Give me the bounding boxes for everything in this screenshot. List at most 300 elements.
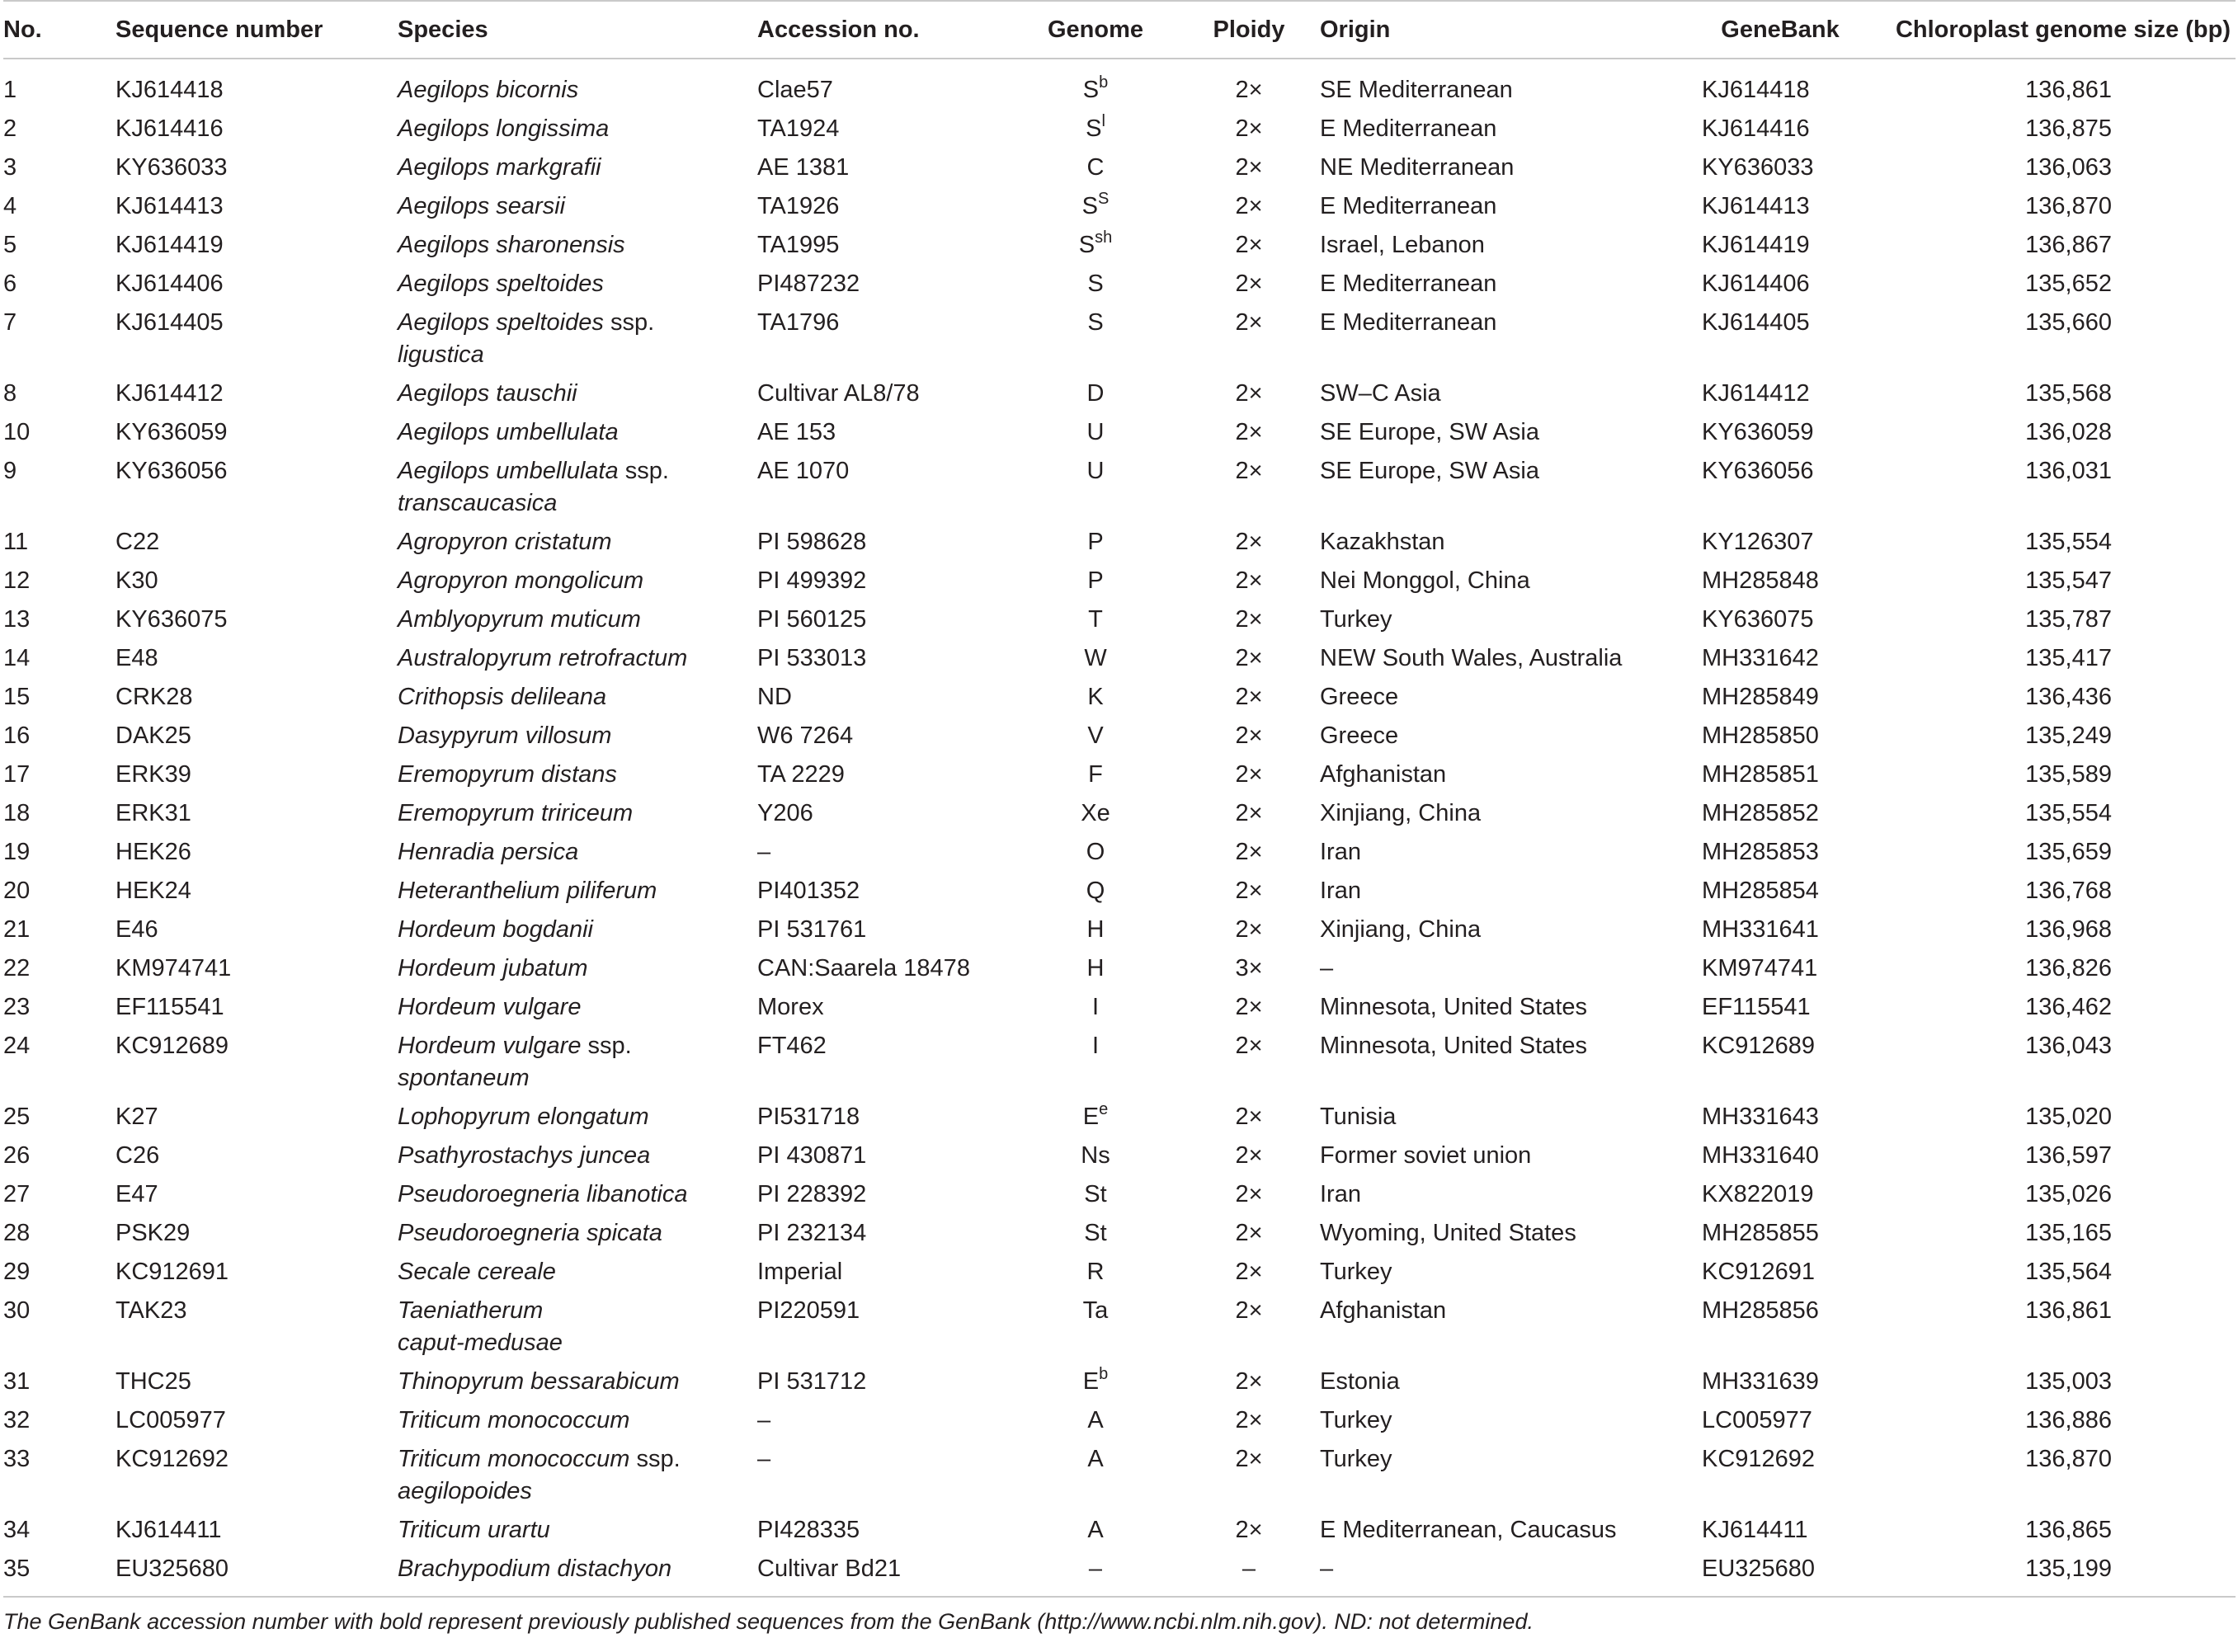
genome-superscript: l — [1101, 112, 1105, 130]
table-row — [3, 875, 2236, 914]
genome-superscript: b — [1099, 1365, 1109, 1383]
table-row — [3, 1443, 2236, 1514]
cell-species — [398, 1295, 757, 1366]
cell-chloroplast-genome-size: 135,417 — [2025, 645, 2112, 671]
cell-accession-no: Cultivar Bd21 — [757, 1553, 1013, 1597]
cell-genome — [1013, 417, 1178, 455]
cell-ploidy: 2× — [1235, 839, 1263, 865]
cell-sequence-number: KJ614418 — [115, 77, 224, 103]
cell-chloroplast-genome-size: 135,554 — [2025, 800, 2112, 826]
cell-genome — [1013, 526, 1178, 565]
cell-sequence-number: KC912692 — [115, 1446, 229, 1472]
cell-accession-no: AE 1381 — [757, 154, 850, 181]
cell-sequence-number: PSK29 — [115, 1220, 191, 1246]
cell-no: 34 — [3, 1517, 31, 1543]
cell-species — [398, 1217, 757, 1256]
cell-sequence-number: LC005977 — [115, 1407, 226, 1433]
header-genebank: GeneBank — [1695, 1, 1865, 59]
cell-origin: Turkey — [1320, 1407, 1392, 1433]
species-name: Triticum monococcum — [398, 1407, 630, 1433]
species-name: Aegilops searsii — [398, 193, 566, 219]
cell-chloroplast-genome-size: 135,652 — [2025, 271, 2112, 297]
header-no: No. — [3, 1, 115, 59]
table-footnote: The GenBank accession number with bold represent previously published sequences from the GenBank (http://www.ncbi.nlm.nih.gov). ND: not determined. — [3, 1609, 1534, 1634]
cell-genebank: MH285850 — [1702, 722, 1819, 749]
species-name-continued: spontaneum — [398, 1065, 530, 1091]
cell-genebank: MH285852 — [1702, 800, 1819, 826]
table-row — [3, 1514, 2236, 1553]
cell-ploidy: 2× — [1235, 606, 1263, 633]
cell-ploidy: 2× — [1235, 1259, 1263, 1285]
cell-genome — [1013, 953, 1178, 991]
cell-species — [398, 1514, 757, 1553]
cell-no: 21 — [3, 916, 31, 943]
cell-no: 4 — [3, 193, 17, 219]
cell-accession-no: Cultivar AL8/78 — [757, 380, 920, 407]
cell-origin: Israel, Lebanon — [1320, 232, 1485, 258]
species-name: Hordeum vulgare — [398, 994, 582, 1020]
species-name: Hordeum vulgare — [398, 1033, 582, 1059]
genome-symbol: Q — [1086, 878, 1105, 904]
table-row — [3, 152, 2236, 191]
genome-superscript: b — [1099, 73, 1109, 92]
cell-no: 10 — [3, 419, 31, 445]
cell-species — [398, 953, 757, 991]
species-name: Eremopyrum tririceum — [398, 800, 634, 826]
species-name: Triticum urartu — [398, 1517, 550, 1543]
cell-origin: E Mediterranean — [1320, 193, 1497, 219]
genome-symbol: H — [1086, 955, 1105, 981]
cell-species — [398, 642, 757, 681]
species-name: Hordeum bogdanii — [398, 916, 593, 943]
cell-genome — [1013, 1366, 1178, 1405]
header-accession-no: Accession no. — [757, 1, 1013, 59]
cell-genebank: EF115541 — [1702, 994, 1811, 1020]
cell-species — [398, 74, 757, 113]
cell-species — [398, 1030, 757, 1101]
cell-ploidy: 2× — [1235, 1407, 1263, 1433]
genome-symbol: S — [1087, 309, 1104, 336]
genome-symbol: W — [1084, 645, 1107, 671]
subspecies-abbrev: ssp. — [610, 309, 655, 336]
cell-origin: Greece — [1320, 684, 1399, 710]
cell-chloroplast-genome-size: 135,589 — [2025, 761, 2112, 788]
cell-origin: Afghanistan — [1320, 1297, 1447, 1324]
cell-origin: Iran — [1320, 839, 1361, 865]
cell-accession-no: Imperial — [757, 1259, 843, 1285]
cell-genebank: KC912692 — [1702, 1446, 1816, 1472]
cell-sequence-number: KY636033 — [115, 154, 228, 181]
cell-origin: E Mediterranean — [1320, 309, 1497, 336]
cell-accession-no: PI487232 — [757, 271, 860, 297]
cell-sequence-number: TAK23 — [115, 1297, 187, 1324]
cell-no: 18 — [3, 800, 31, 826]
table-row — [3, 74, 2236, 113]
genome-symbol: – — [1088, 1556, 1103, 1582]
cell-accession-no: PI 430871 — [757, 1142, 867, 1169]
cell-chloroplast-genome-size: 135,659 — [2025, 839, 2112, 865]
cell-sequence-number: CRK28 — [115, 684, 193, 710]
table-row — [3, 113, 2236, 152]
genome-symbol: S — [1086, 115, 1102, 142]
cell-ploidy: 2× — [1235, 916, 1263, 943]
cell-species — [398, 1101, 757, 1140]
table-row — [3, 991, 2236, 1030]
cell-accession-no: AE 153 — [757, 419, 836, 445]
cell-species — [398, 152, 757, 191]
cell-species — [398, 914, 757, 953]
cell-ploidy: 2× — [1235, 1220, 1263, 1246]
cell-sequence-number: KJ614405 — [115, 309, 224, 336]
cell-genebank: KJ614418 — [1702, 77, 1810, 103]
cell-chloroplast-genome-size: 136,597 — [2025, 1142, 2112, 1169]
cell-ploidy: 2× — [1235, 645, 1263, 671]
cell-species — [398, 1405, 757, 1443]
cell-species — [398, 455, 757, 526]
genome-symbol: C — [1086, 154, 1105, 181]
cell-ploidy: 2× — [1235, 1104, 1263, 1130]
cell-species — [398, 526, 757, 565]
cell-chloroplast-genome-size: 136,875 — [2025, 115, 2112, 142]
cell-chloroplast-genome-size: 136,870 — [2025, 1446, 2112, 1472]
cell-no: 12 — [3, 567, 31, 594]
cell-accession-no: – — [757, 1407, 771, 1433]
species-name: Aegilops bicornis — [398, 77, 579, 103]
table-row — [3, 798, 2236, 836]
cell-chloroplast-genome-size: 135,564 — [2025, 1259, 2112, 1285]
cell-ploidy: 2× — [1235, 154, 1263, 181]
cell-species — [398, 836, 757, 875]
cell-sequence-number: KJ614416 — [115, 115, 224, 142]
cell-accession-no: PI 598628 — [757, 529, 867, 555]
cell-ploidy: 2× — [1235, 994, 1263, 1020]
cell-no: 28 — [3, 1220, 31, 1246]
cell-sequence-number: HEK24 — [115, 878, 191, 904]
cell-ploidy: 2× — [1235, 1446, 1263, 1472]
cell-no: 27 — [3, 1181, 31, 1207]
cell-accession-no: CAN:Saarela 18478 — [757, 955, 970, 981]
table-row — [3, 526, 2236, 565]
genome-symbol: V — [1087, 722, 1104, 749]
cell-ploidy: 2× — [1235, 77, 1263, 103]
cell-sequence-number: KY636059 — [115, 419, 228, 445]
cell-ploidy: 2× — [1235, 1142, 1263, 1169]
cell-accession-no: PI220591 — [757, 1297, 860, 1324]
genome-symbol: A — [1087, 1446, 1104, 1472]
genome-symbol: A — [1087, 1517, 1104, 1543]
cell-species — [398, 1256, 757, 1295]
species-name: Agropyron cristatum — [398, 529, 612, 555]
cell-ploidy: 2× — [1235, 380, 1263, 407]
genome-symbol: I — [1091, 994, 1100, 1020]
cell-chloroplast-genome-size: 135,020 — [2025, 1104, 2112, 1130]
cell-accession-no: PI 499392 — [757, 567, 867, 594]
genome-symbol: S — [1081, 193, 1098, 219]
cell-chloroplast-genome-size: 135,003 — [2025, 1368, 2112, 1395]
cell-no: 29 — [3, 1259, 31, 1285]
cell-genebank: KY636059 — [1702, 419, 1814, 445]
cell-species — [398, 417, 757, 455]
cell-origin: Iran — [1320, 1181, 1361, 1207]
cell-ploidy: 2× — [1235, 458, 1263, 484]
cell-no: 31 — [3, 1368, 31, 1395]
cell-genome — [1013, 759, 1178, 798]
cell-genome — [1013, 798, 1178, 836]
cell-ploidy: 2× — [1235, 878, 1263, 904]
cell-chloroplast-genome-size: 135,249 — [2025, 722, 2112, 749]
cell-accession-no: – — [757, 1446, 771, 1472]
genome-symbol: U — [1086, 419, 1105, 445]
table-row — [3, 229, 2236, 268]
cell-accession-no: PI 531761 — [757, 916, 867, 943]
cell-chloroplast-genome-size: 136,867 — [2025, 232, 2112, 258]
genome-symbol: A — [1087, 1407, 1104, 1433]
genome-symbol: E — [1082, 1104, 1100, 1130]
cell-species — [398, 565, 757, 604]
species-name-continued: ligustica — [398, 341, 484, 368]
cell-ploidy: 2× — [1235, 419, 1263, 445]
cell-genome — [1013, 113, 1178, 152]
species-name: Aegilops markgrafii — [398, 154, 601, 181]
header-ploidy: Ploidy — [1178, 1, 1320, 59]
genome-symbol: K — [1087, 684, 1104, 710]
cell-species — [398, 759, 757, 798]
cell-sequence-number: K30 — [115, 567, 158, 594]
species-name: Aegilops speltoides — [398, 309, 604, 336]
table-row — [3, 307, 2236, 378]
cell-genebank: KJ614405 — [1702, 309, 1810, 336]
cell-species — [398, 1366, 757, 1405]
genome-symbol: St — [1084, 1220, 1107, 1246]
cell-genome — [1013, 191, 1178, 229]
cell-chloroplast-genome-size: 136,043 — [2025, 1033, 2112, 1059]
cell-origin: Xinjiang, China — [1320, 916, 1482, 943]
cell-sequence-number: C26 — [115, 1142, 160, 1169]
species-name: Aegilops longissima — [398, 115, 610, 142]
species-name: Agropyron mongolicum — [398, 567, 644, 594]
genome-symbol: S — [1087, 271, 1104, 297]
cell-origin: Greece — [1320, 722, 1399, 749]
cell-genome — [1013, 1140, 1178, 1179]
cell-genebank: KJ614419 — [1702, 232, 1810, 258]
species-name: Taeniatherum — [398, 1297, 544, 1324]
genome-superscript: e — [1099, 1100, 1109, 1118]
cell-ploidy: 2× — [1235, 1368, 1263, 1395]
genome-symbol: Xe — [1081, 800, 1110, 826]
cell-genome — [1013, 604, 1178, 642]
cell-chloroplast-genome-size: 136,861 — [2025, 77, 2112, 103]
cell-chloroplast-genome-size: 136,031 — [2025, 458, 2112, 484]
cell-sequence-number: THC25 — [115, 1368, 191, 1395]
cell-chloroplast-genome-size: 135,547 — [2025, 567, 2112, 594]
cell-genome — [1013, 1256, 1178, 1295]
cell-ploidy: 2× — [1235, 232, 1263, 258]
cell-genebank: MH285856 — [1702, 1297, 1819, 1324]
genome-symbol: U — [1086, 458, 1105, 484]
cell-no: 13 — [3, 606, 31, 633]
cell-genebank: KJ614413 — [1702, 193, 1810, 219]
table-row — [3, 1553, 2236, 1597]
table-row — [3, 565, 2236, 604]
cell-no: 5 — [3, 232, 17, 258]
table-body — [3, 59, 2236, 1597]
species-name-continued: aegilopoides — [398, 1478, 532, 1504]
cell-genome — [1013, 720, 1178, 759]
cell-ploidy: 2× — [1235, 1297, 1263, 1324]
cell-genome — [1013, 307, 1178, 378]
genome-symbol: D — [1086, 380, 1105, 407]
cell-chloroplast-genome-size: 135,568 — [2025, 380, 2112, 407]
table-row — [3, 681, 2236, 720]
genome-symbol: O — [1086, 839, 1105, 865]
cell-no: 22 — [3, 955, 31, 981]
cell-genome — [1013, 1443, 1178, 1514]
cell-species — [398, 604, 757, 642]
cell-chloroplast-genome-size: 136,886 — [2025, 1407, 2112, 1433]
cell-chloroplast-genome-size: 136,462 — [2025, 994, 2112, 1020]
cell-no: 25 — [3, 1104, 31, 1130]
cell-genebank: MH331640 — [1702, 1142, 1819, 1169]
genome-symbol: P — [1087, 529, 1104, 555]
table-row — [3, 1217, 2236, 1256]
cell-sequence-number: E47 — [115, 1181, 158, 1207]
cell-genebank: MH285855 — [1702, 1220, 1819, 1246]
cell-ploidy: 2× — [1235, 193, 1263, 219]
cell-genebank: KY126307 — [1702, 529, 1814, 555]
cell-genebank: KY636056 — [1702, 458, 1814, 484]
cell-genebank: KC912689 — [1702, 1033, 1816, 1059]
cell-ploidy: 2× — [1235, 309, 1263, 336]
cell-chloroplast-genome-size: 135,026 — [2025, 1181, 2112, 1207]
cell-species — [398, 720, 757, 759]
cell-genebank: MH285853 — [1702, 839, 1819, 865]
cell-genome — [1013, 1295, 1178, 1366]
species-name: Pseudoroegneria spicata — [398, 1220, 662, 1246]
cell-genebank: EU325680 — [1695, 1553, 1865, 1597]
cell-chloroplast-genome-size: 136,861 — [2025, 1297, 2112, 1324]
cell-no: 19 — [3, 839, 31, 865]
cell-origin: E Mediterranean — [1320, 271, 1497, 297]
header-chloroplast-genome-size: Chloroplast genome size (bp) — [1865, 1, 2236, 59]
genome-symbol: T — [1088, 606, 1103, 633]
subspecies-abbrev: ssp. — [624, 458, 669, 484]
cell-origin: Nei Monggol, China — [1320, 567, 1530, 594]
cell-genome — [1013, 1405, 1178, 1443]
species-name: Thinopyrum bessarabicum — [398, 1368, 680, 1395]
cell-genome — [1013, 378, 1178, 417]
table-row — [3, 191, 2236, 229]
cell-species — [398, 378, 757, 417]
table-row — [3, 1256, 2236, 1295]
cell-no: 9 — [3, 458, 17, 484]
cell-origin: SE Europe, SW Asia — [1320, 458, 1539, 484]
cell-ploidy: 2× — [1235, 800, 1263, 826]
cell-no: 17 — [3, 761, 31, 788]
subspecies-abbrev: ssp. — [587, 1033, 632, 1059]
cell-sequence-number: K27 — [115, 1104, 158, 1130]
genome-superscript: sh — [1095, 228, 1113, 247]
table-row — [3, 759, 2236, 798]
cell-genebank: MH331643 — [1702, 1104, 1819, 1130]
species-name: Aegilops umbellulata — [398, 458, 619, 484]
cell-origin: E Mediterranean, Caucasus — [1320, 1517, 1617, 1543]
cell-sequence-number: ERK31 — [115, 800, 191, 826]
species-name: Amblyopyrum muticum — [398, 606, 641, 633]
cell-sequence-number: KJ614413 — [115, 193, 224, 219]
genome-symbol: St — [1084, 1181, 1107, 1207]
table-row — [3, 836, 2236, 875]
cell-genebank: MH285849 — [1702, 684, 1819, 710]
cell-origin: SE Europe, SW Asia — [1320, 419, 1539, 445]
cell-origin: NEW South Wales, Australia — [1320, 645, 1623, 671]
cell-origin: SW–C Asia — [1320, 380, 1441, 407]
cell-ploidy: 2× — [1235, 1033, 1263, 1059]
cell-no: 8 — [3, 380, 17, 407]
cell-genome — [1013, 152, 1178, 191]
cell-genebank: MH285851 — [1702, 761, 1819, 788]
cell-genome — [1013, 1514, 1178, 1553]
cell-species — [398, 1443, 757, 1514]
cell-accession-no: Clae57 — [757, 77, 833, 103]
cell-origin: Iran — [1320, 878, 1361, 904]
cell-ploidy: 2× — [1235, 529, 1263, 555]
cell-species — [398, 1140, 757, 1179]
cell-species — [398, 991, 757, 1030]
cell-origin: Xinjiang, China — [1320, 800, 1482, 826]
cell-origin: Former soviet union — [1320, 1142, 1532, 1169]
cell-origin: NE Mediterranean — [1320, 154, 1515, 181]
table-row — [3, 1366, 2236, 1405]
cell-no: 30 — [3, 1297, 31, 1324]
genome-symbol: H — [1086, 916, 1105, 943]
cell-genome — [1013, 1030, 1178, 1101]
cell-sequence-number: EF115541 — [115, 994, 224, 1020]
cell-accession-no: PI 560125 — [757, 606, 867, 633]
cell-origin: Minnesota, United States — [1320, 1033, 1588, 1059]
cell-genebank: KJ614412 — [1702, 380, 1810, 407]
cell-genome — [1013, 229, 1178, 268]
cell-chloroplast-genome-size: 135,199 — [1865, 1553, 2236, 1597]
cell-species — [398, 1553, 757, 1597]
cell-origin: Afghanistan — [1320, 761, 1447, 788]
cell-origin: – — [1320, 1553, 1695, 1597]
table-row — [3, 268, 2236, 307]
cell-chloroplast-genome-size: 136,028 — [2025, 419, 2112, 445]
cell-no: 24 — [3, 1033, 31, 1059]
cell-species — [398, 229, 757, 268]
species-name: Hordeum jubatum — [398, 955, 588, 981]
cell-origin: E Mediterranean — [1320, 115, 1497, 142]
cell-accession-no: PI 228392 — [757, 1181, 867, 1207]
species-name: Aegilops speltoides — [398, 271, 604, 297]
cell-accession-no: TA 2229 — [757, 761, 845, 788]
cell-no: 7 — [3, 309, 17, 336]
cell-no: 2 — [3, 115, 17, 142]
cell-genebank: KY636075 — [1702, 606, 1814, 633]
cell-accession-no: – — [757, 839, 771, 865]
header-sequence-number: Sequence number — [115, 1, 398, 59]
cell-accession-no: Morex — [757, 994, 824, 1020]
species-name: Eremopyrum distans — [398, 761, 617, 788]
cell-accession-no: AE 1070 — [757, 458, 850, 484]
cell-genome — [1013, 1553, 1178, 1597]
cell-accession-no: TA1796 — [757, 309, 840, 336]
cell-origin: SE Mediterranean — [1320, 77, 1513, 103]
cell-ploidy: – — [1178, 1553, 1320, 1597]
cell-genome — [1013, 565, 1178, 604]
cell-genome — [1013, 991, 1178, 1030]
species-name: Aegilops tauschii — [398, 380, 577, 407]
